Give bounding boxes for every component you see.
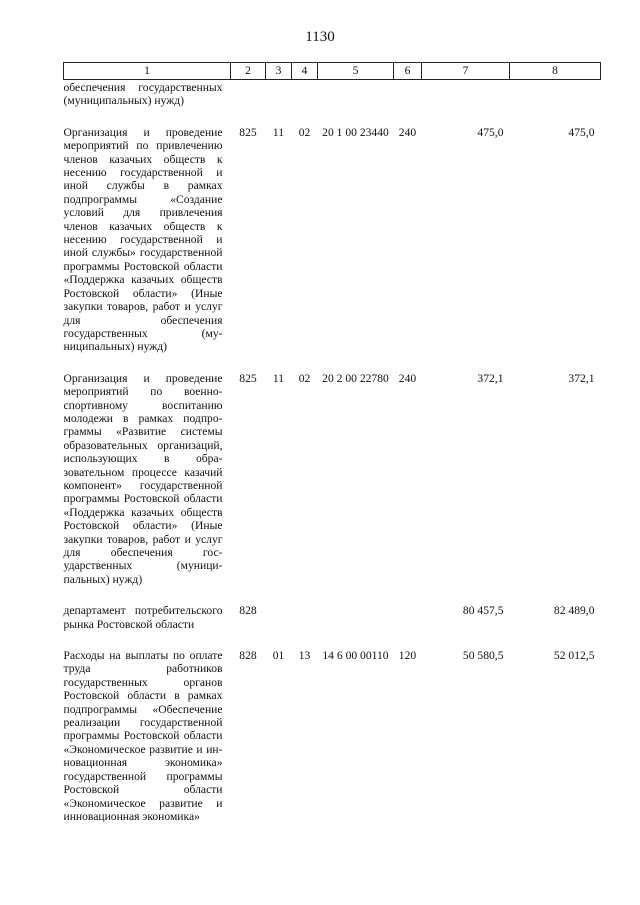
row-vr: 120 <box>398 649 417 663</box>
row-amount-2018: 50 580,5 <box>462 649 504 663</box>
header-col-7: 7 <box>422 63 510 80</box>
table-row <box>64 80 601 126</box>
row-vr: 240 <box>398 125 417 139</box>
row-pr: 13 <box>298 649 311 663</box>
table-row <box>64 372 601 605</box>
row-amount-2018: 372,1 <box>477 371 504 385</box>
row-rz: 11 <box>272 371 285 385</box>
row-name: Организация и проведение мероприятий по привлечению членов казачьих обществ к несению государственной и иной службы в рамках подпрограммы «Создание условий для привлечения членов казачьих обществ к несению государственной и иной службы» государственной программы Ростовской области «Поддержка казачьих обществ Ростовской области» (Иные закупки товаров, работ и услуг для обеспечения государственных (муниципальных) нужд) <box>63 125 223 354</box>
row-name: Расходы на выплаты по оплате труда работников государственных органов Ростовской области в рамках подпрограммы «Обеспечение реализации государственной программы Ростовской области «Экономическое развитие и инновационная экономика» государственной программы Ростовской области «Экономическое развитие и инновационная экономика» <box>63 649 223 823</box>
header-col-4: 4 <box>292 63 318 80</box>
row-pr: 02 <box>298 125 311 139</box>
page-number: 1130 <box>305 29 335 45</box>
row-rz <box>266 80 292 126</box>
row-pr <box>292 80 318 126</box>
row-csr: 14 6 00 00110 <box>322 649 389 663</box>
row-vr: 240 <box>398 371 417 385</box>
row-amount-2019: 52 012,5 <box>553 649 595 663</box>
row-amount-2019: 475,0 <box>568 125 595 139</box>
row-vr <box>394 604 422 649</box>
row-pr: 02 <box>298 371 311 385</box>
header-col-2: 2 <box>231 63 266 80</box>
row-name: Организация и проведение мероприятий по военно-спортивному воспитанию молодежи в рамках подпрограммы «Развитие системы образовательных организаций, использующих в образовательном процессе казачий компонент» государственной программы Ростовской области «Поддержка казачьих обществ Ростовской области» (Иные закупки товаров, работ и услуг для обеспечения государственных (муниципальных) нужд) <box>63 371 223 586</box>
header-col-6: 6 <box>394 63 422 80</box>
header-col-8: 8 <box>510 63 601 80</box>
row-rz: 11 <box>272 125 285 139</box>
budget-table <box>63 62 601 841</box>
table-row <box>64 126 601 372</box>
row-name: обеспечения государственных (муниципальных) нужд) <box>63 81 223 108</box>
row-name: департамент потребительского рынка Ростовской области <box>63 604 223 631</box>
header-col-3: 3 <box>266 63 292 80</box>
row-amount-2018: 80 457,5 <box>462 604 504 618</box>
row-amount-2018 <box>422 80 510 126</box>
row-csr <box>318 80 394 126</box>
row-ved: 825 <box>239 125 257 139</box>
row-amount-2019: 82 489,0 <box>553 604 595 618</box>
row-csr: 20 1 00 23440 <box>322 125 389 139</box>
row-csr: 20 2 00 22780 <box>322 371 389 385</box>
header-col-5: 5 <box>318 63 394 80</box>
table-row <box>64 649 601 841</box>
row-ved: 825 <box>239 371 257 385</box>
row-rz <box>266 604 292 649</box>
row-ved: 828 <box>239 604 257 618</box>
row-rz: 01 <box>272 649 285 663</box>
row-csr <box>318 604 394 649</box>
row-amount-2019: 372,1 <box>568 371 595 385</box>
row-ved <box>231 80 266 126</box>
row-ved: 828 <box>239 649 257 663</box>
row-amount-2018: 475,0 <box>477 125 504 139</box>
row-pr <box>292 604 318 649</box>
row-vr <box>394 80 422 126</box>
row-amount-2019 <box>510 80 601 126</box>
header-col-1: 1 <box>64 63 231 80</box>
table-row <box>64 604 601 649</box>
table-header-row <box>64 63 601 80</box>
